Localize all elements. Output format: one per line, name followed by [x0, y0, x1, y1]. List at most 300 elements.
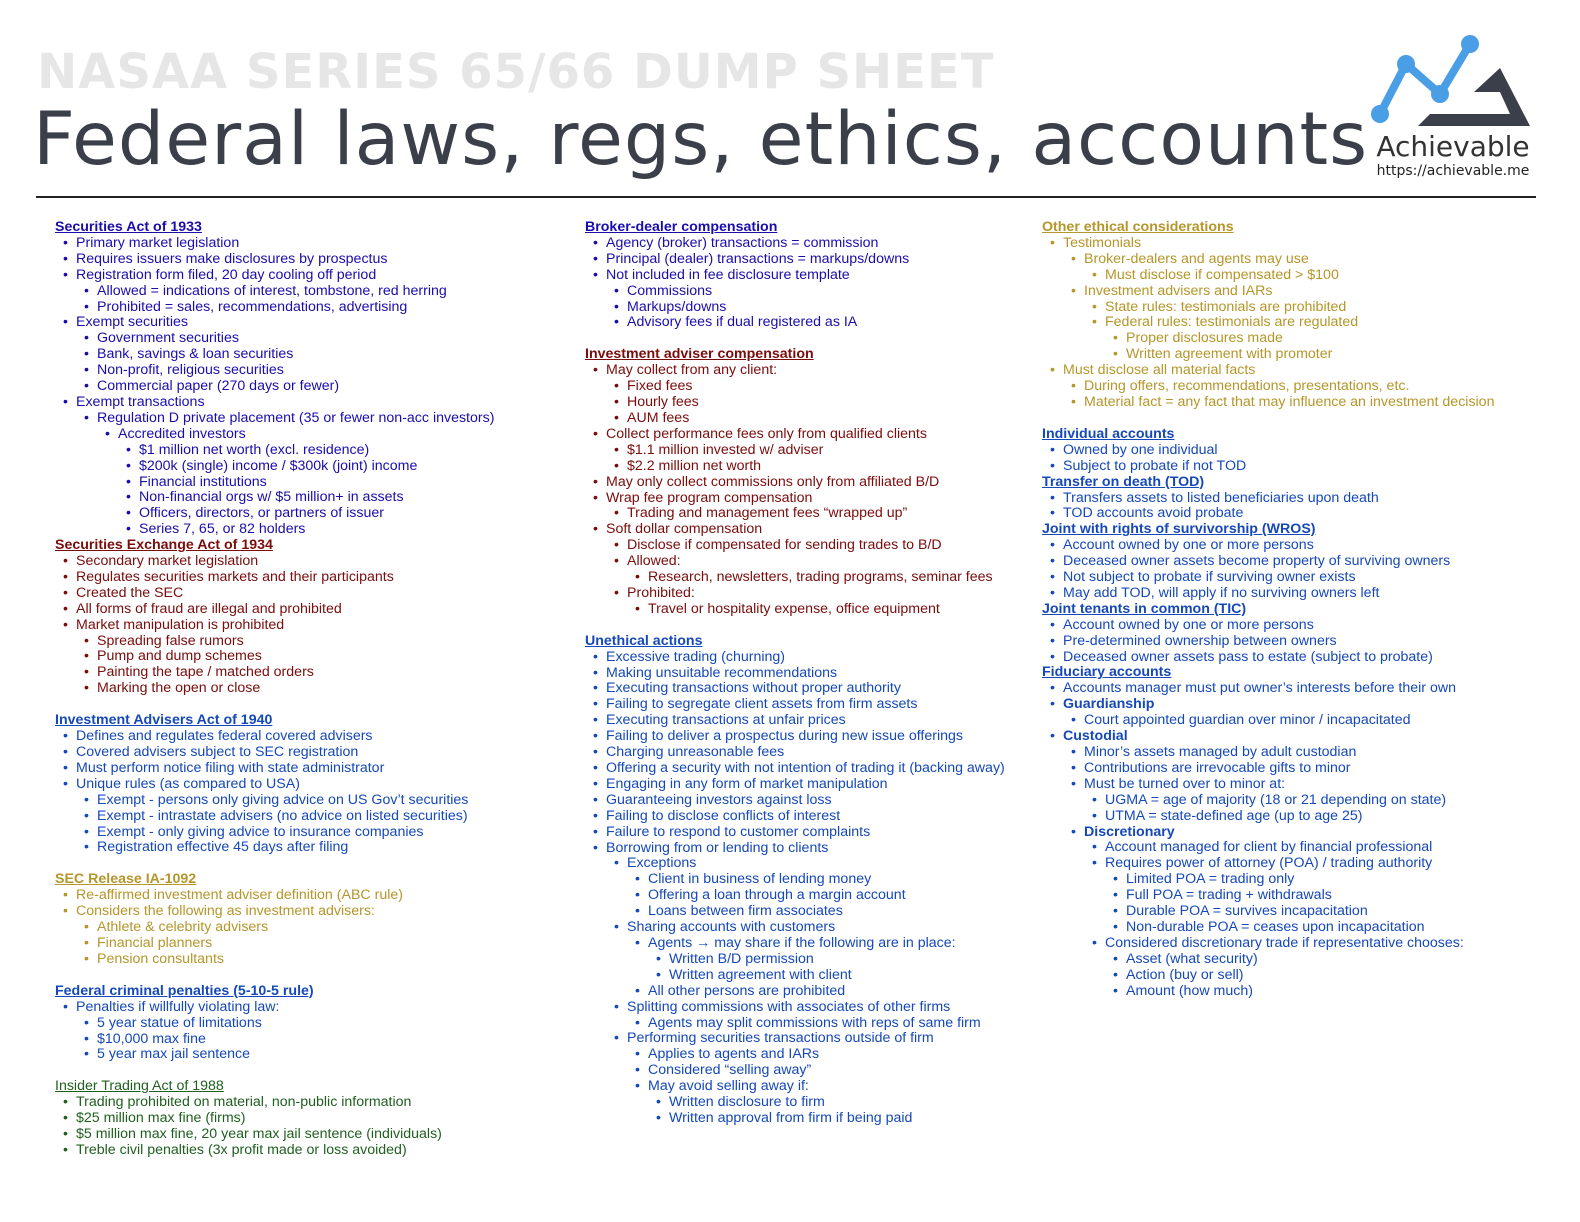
list-item: [97, 634, 535, 650]
bullet-list: [76, 331, 535, 395]
bullet-list: [606, 856, 1015, 1126]
section: [585, 634, 1015, 1127]
list-item: [1063, 681, 1562, 697]
bullet-list: [118, 443, 535, 538]
section-spacer: [585, 331, 1015, 347]
section-heading: Joint with rights of survivorship (WROS): [1042, 521, 1316, 538]
list-item: [606, 363, 1015, 427]
list-item: [606, 522, 1015, 617]
list-item: [627, 554, 1015, 586]
list-item-text: May collect from any client:: [606, 362, 778, 379]
list-item: [97, 379, 535, 395]
list-item-text: Pension consultants: [97, 950, 224, 967]
list-item: [76, 904, 535, 968]
list-item-text: Subject to probate if not TOD: [1063, 457, 1247, 474]
list-item-text: Re-affirmed investment adviser definition (ABC rule): [76, 887, 403, 904]
list-item: [1105, 936, 1562, 1000]
list-item: [627, 284, 1015, 300]
list-item: [1084, 825, 1562, 1000]
list-item-text: Pre-determined ownership between owners: [1063, 632, 1337, 649]
list-item-text: Written agreement with promoter: [1126, 346, 1333, 363]
list-item-text: Must perform notice filing with state administrator: [76, 759, 385, 776]
list-item-text: Offering a loan through a margin account: [648, 887, 906, 904]
list-item: [139, 475, 535, 491]
list-item-text: Not subject to probate if surviving owner exists: [1063, 569, 1356, 586]
section-heading: Investment Advisers Act of 1940: [55, 712, 273, 729]
list-item-text: $1 million net worth (excl. residence): [139, 441, 370, 458]
section: [55, 220, 535, 538]
list-item-text: UTMA = state-defined age (up to age 25): [1105, 807, 1363, 824]
bullet-list: [1063, 252, 1562, 363]
section: [55, 538, 535, 697]
list-item: [606, 252, 1015, 268]
list-item: [669, 952, 1015, 968]
list-item: [648, 904, 1015, 920]
list-item: [627, 315, 1015, 331]
list-item: [1084, 252, 1562, 284]
list-item-text: Transfers assets to listed beneficiaries upon death: [1063, 489, 1379, 506]
list-item: [97, 825, 535, 841]
list-item-text: Commissions: [627, 282, 713, 299]
list-item-text: May avoid selling away if:: [648, 1078, 809, 1095]
list-item: [76, 236, 535, 252]
bullet-list: [1042, 491, 1562, 523]
list-item: [1063, 570, 1562, 586]
list-item-text: Trading prohibited on material, non-public information: [76, 1094, 412, 1111]
list-item-text: Failing to disclose conflicts of interest: [606, 807, 841, 824]
bullet-list: [76, 634, 535, 698]
list-item-text: State rules: testimonials are prohibited: [1105, 298, 1347, 315]
list-item: [606, 793, 1015, 809]
list-item: [1063, 618, 1562, 634]
list-item-text: Broker-dealers and agents may use: [1084, 250, 1309, 267]
list-item-text: Marking the open or close: [97, 680, 261, 697]
list-item-text: Guardianship: [1063, 696, 1155, 713]
list-item: [1063, 459, 1562, 475]
bullet-list: [1105, 872, 1562, 936]
section-spacer: [55, 1063, 535, 1079]
list-item: [627, 395, 1015, 411]
list-item-text: Markups/downs: [627, 298, 727, 315]
brand-name: Achievable: [1376, 130, 1530, 163]
list-item: [606, 761, 1015, 777]
section: [1042, 665, 1562, 999]
list-item: [669, 1111, 1015, 1127]
bullet-list: [1063, 713, 1562, 729]
list-item-text: Failing to segregate client assets from firm assets: [606, 696, 918, 713]
list-item: [627, 538, 1015, 554]
bullet-list: [585, 650, 1015, 1127]
bullet-list: [606, 538, 1015, 618]
list-item-text: $1.1 million invested w/ adviser: [627, 441, 824, 458]
list-item-text: Allowed = indications of interest, tombstone, red herring: [97, 282, 447, 299]
list-item-text: Primary market legislation: [76, 234, 240, 251]
bullet-list: [55, 554, 535, 697]
list-item: [627, 1000, 1015, 1032]
brand-url[interactable]: https://achievable.me: [1376, 163, 1530, 179]
list-item: [1105, 300, 1562, 316]
list-item-text: Soft dollar compensation: [606, 521, 763, 538]
list-item: [97, 363, 535, 379]
section: [585, 220, 1015, 331]
list-item-text: Advisory fees if dual registered as IA: [627, 314, 858, 331]
list-item-text: Considered discretionary trade if representative chooses:: [1105, 934, 1464, 951]
section: [585, 347, 1015, 617]
section-heading: Transfer on death (TOD): [1042, 473, 1205, 490]
list-item: [606, 809, 1015, 825]
section-spacer: [55, 856, 535, 872]
list-item: [76, 761, 535, 777]
list-item-text: Non-durable POA = ceases upon incapacitation: [1126, 918, 1425, 935]
list-item-text: Allowed:: [627, 553, 681, 570]
list-item: [1126, 347, 1562, 363]
list-item-text: Spreading false rumors: [97, 632, 244, 649]
list-item: [627, 586, 1015, 618]
list-item: [1105, 793, 1562, 809]
list-item: [606, 729, 1015, 745]
list-item-text: Testimonials: [1063, 234, 1142, 251]
list-item: [76, 618, 535, 698]
list-item: [76, 777, 535, 857]
list-item: [606, 841, 1015, 1127]
list-item: [627, 300, 1015, 316]
bullet-list: [627, 936, 1015, 1000]
list-item-text: Owned by one individual: [1063, 441, 1218, 458]
list-item-text: Exempt - only giving advice to insurance companies: [97, 823, 424, 840]
list-item-text: Splitting commissions with associates of other firms: [627, 998, 951, 1015]
list-item: [97, 809, 535, 825]
list-item-text: Loans between firm associates: [648, 903, 843, 920]
list-item: [76, 602, 535, 618]
list-item-text: Material fact = any fact that may influence an investment decision: [1084, 393, 1495, 410]
list-item-text: Registration effective 45 days after filing: [97, 839, 349, 856]
list-item-text: Travel or hospitality expense, office equipment: [648, 600, 940, 617]
list-item: [1105, 856, 1562, 936]
section-heading: Other ethical considerations: [1042, 219, 1234, 235]
column-1: [55, 220, 535, 1159]
section: [1042, 522, 1562, 602]
list-item: [97, 1016, 535, 1032]
list-item: [606, 236, 1015, 252]
header-divider: [36, 196, 1536, 198]
list-item: [97, 331, 535, 347]
list-item-text: Exceptions: [627, 855, 697, 872]
bullet-list: [627, 570, 1015, 586]
list-item-text: Must disclose all material facts: [1063, 362, 1256, 379]
section: [55, 1079, 535, 1159]
list-item: [606, 745, 1015, 761]
list-item-text: May add TOD, will apply if no surviving owners left: [1063, 584, 1380, 601]
list-item: [1063, 650, 1562, 666]
list-item: [606, 666, 1015, 682]
list-item-text: Penalties if willfully violating law:: [76, 998, 280, 1015]
list-item-text: Agents may split commissions with reps of same firm: [648, 1014, 981, 1031]
bullet-list: [55, 1095, 535, 1159]
list-item-text: Regulation D private placement (35 or fewer non-acc investors): [97, 409, 495, 426]
list-item: [627, 459, 1015, 475]
list-item-text: Non-financial orgs w/ $5 million+ in assets: [139, 489, 404, 506]
bullet-list: [627, 1047, 1015, 1127]
section-heading: Securities Exchange Act of 1934: [55, 537, 273, 554]
list-item-text: All forms of fraud are illegal and prohibited: [76, 600, 342, 617]
section: [55, 713, 535, 856]
list-item: [97, 665, 535, 681]
list-item: [1084, 761, 1562, 777]
list-item-text: Considers the following as investment advisers:: [76, 903, 375, 920]
list-item: [1063, 491, 1562, 507]
list-item: [1105, 268, 1562, 284]
list-item: [1126, 984, 1562, 1000]
bullet-list: [648, 952, 1015, 984]
list-item-text: $200k (single) income / $300k (joint) income: [139, 457, 418, 474]
list-item: [97, 284, 535, 300]
bullet-list: [585, 363, 1015, 618]
list-item-text: Failure to respond to customer complaints: [606, 823, 871, 840]
logo-mark-icon: [1370, 34, 1536, 130]
list-item-text: Deceased owner assets become property of surviving owners: [1063, 553, 1451, 570]
list-item-text: Federal rules: testimonials are regulated: [1105, 314, 1359, 331]
list-item-text: UGMA = age of majority (18 or 21 depending on state): [1105, 791, 1447, 808]
bullet-list: [76, 920, 535, 968]
bullet-list: [1105, 952, 1562, 1000]
list-item: [76, 1095, 535, 1111]
list-item-text: Wrap fee program compensation: [606, 489, 813, 506]
list-item: [1063, 634, 1562, 650]
list-item: [97, 411, 535, 538]
list-item-text: Non-profit, religious securities: [97, 362, 284, 379]
list-item-text: Athlete & celebrity advisers: [97, 919, 269, 936]
list-item-text: Commercial paper (270 days or fewer): [97, 378, 340, 395]
list-item: [1084, 395, 1562, 411]
bullet-list: [1084, 793, 1562, 825]
list-item-text: Series 7, 65, or 82 holders: [139, 521, 306, 538]
list-item-text: Defines and regulates federal covered advisers: [76, 728, 373, 745]
list-item: [76, 554, 535, 570]
bullet-list: [1063, 379, 1562, 411]
list-item: [97, 936, 535, 952]
list-item: [606, 475, 1015, 491]
section-heading: Broker-dealer compensation: [585, 219, 778, 235]
list-item: [606, 681, 1015, 697]
bullet-list: [606, 506, 1015, 522]
list-item-text: Secondary market legislation: [76, 553, 259, 570]
column-2: [585, 220, 1015, 1127]
list-item-text: Requires issuers make disclosures by prospectus: [76, 250, 388, 267]
list-item-text: $10,000 max fine: [97, 1030, 206, 1047]
section-spacer: [1042, 411, 1562, 427]
list-item-text: Written agreement with client: [669, 966, 852, 983]
list-item-text: Account owned by one or more persons: [1063, 537, 1314, 554]
bullet-list: [76, 1016, 535, 1064]
list-item-text: Prohibited:: [627, 584, 695, 601]
list-item: [606, 777, 1015, 793]
list-item: [606, 650, 1015, 666]
list-item: [139, 443, 535, 459]
list-item: [1126, 888, 1562, 904]
page-title: Federal laws, regs, ethics, accounts: [33, 97, 1369, 182]
list-item: [1126, 331, 1562, 347]
list-item: [76, 745, 535, 761]
section-spacer: [55, 697, 535, 713]
list-item-text: Limited POA = trading only: [1126, 871, 1295, 888]
list-item: [627, 506, 1015, 522]
bullet-list: [1105, 331, 1562, 363]
bullet-list: [1084, 840, 1562, 999]
list-item: [606, 697, 1015, 713]
list-item: [1063, 363, 1562, 411]
list-item-text: Proper disclosures made: [1126, 330, 1283, 347]
list-item-text: Engaging in any form of market manipulation: [606, 775, 888, 792]
list-item: [606, 713, 1015, 729]
bullet-list: [1042, 618, 1562, 666]
list-item-text: Charging unreasonable fees: [606, 744, 785, 761]
bullet-list: [606, 284, 1015, 332]
bullet-list: [606, 379, 1015, 427]
list-item-text: $5 million max fine, 20 year max jail sentence (individuals): [76, 1126, 442, 1143]
list-item-text: May only collect commissions only from affiliated B/D: [606, 473, 940, 490]
section-heading: Investment adviser compensation: [585, 346, 814, 363]
list-item-text: Trading and management fees “wrapped up”: [627, 505, 908, 522]
list-item-text: Unique rules (as compared to USA): [76, 775, 300, 792]
list-item: [1063, 506, 1562, 522]
list-item: [76, 268, 535, 316]
section-heading: SEC Release IA-1092: [55, 871, 197, 888]
list-item-text: Account managed for client by financial professional: [1105, 839, 1433, 856]
list-item: [648, 936, 1015, 984]
list-item: [97, 952, 535, 968]
list-item: [606, 491, 1015, 523]
section-spacer: [55, 968, 535, 984]
list-item-text: Deceased owner assets pass to estate (subject to probate): [1063, 648, 1433, 665]
list-item: [648, 570, 1015, 586]
list-item: [139, 522, 535, 538]
list-item: [1084, 379, 1562, 395]
list-item-text: Accredited investors: [118, 425, 246, 442]
list-item: [76, 570, 535, 586]
bullet-list: [97, 427, 535, 538]
list-item: [648, 888, 1015, 904]
list-item: [97, 840, 535, 856]
list-item-text: Government securities: [97, 330, 239, 347]
list-item: [1084, 284, 1562, 364]
list-item: [1105, 315, 1562, 363]
list-item-text: Executing transactions at unfair prices: [606, 712, 846, 729]
list-item-text: Principal (dealer) transactions = markups/downs: [606, 250, 910, 267]
section-heading: Joint tenants in common (TIC): [1042, 600, 1247, 617]
list-item-text: Custodial: [1063, 728, 1128, 745]
list-item: [627, 443, 1015, 459]
list-item: [1105, 840, 1562, 856]
list-item: [76, 315, 535, 395]
bullet-list: [585, 236, 1015, 331]
achievable-logo[interactable]: [1370, 34, 1536, 184]
list-item: [76, 252, 535, 268]
list-item-text: Financial institutions: [139, 473, 267, 490]
list-item-text: Written B/D permission: [669, 950, 814, 967]
list-item-text: Agency (broker) transactions = commission: [606, 234, 879, 251]
list-item: [669, 968, 1015, 984]
list-item: [76, 729, 535, 745]
list-item-text: Considered “selling away”: [648, 1062, 812, 1079]
list-item: [627, 856, 1015, 920]
list-item-text: Applies to agents and IARs: [648, 1046, 820, 1063]
list-item: [139, 506, 535, 522]
list-item-text: Written disclosure to firm: [669, 1094, 825, 1111]
list-item: [1063, 729, 1562, 999]
bullet-list: [1042, 443, 1562, 475]
list-item-text: Guaranteeing investors against loss: [606, 791, 832, 808]
bullet-list: [55, 888, 535, 968]
bullet-list: [1042, 538, 1562, 602]
list-item: [139, 490, 535, 506]
bullet-list: [1042, 681, 1562, 999]
list-item-text: Disclose if compensated for sending trades to B/D: [627, 537, 942, 554]
list-item: [97, 347, 535, 363]
list-item-text: Prohibited = sales, recommendations, advertising: [97, 298, 408, 315]
list-item: [97, 681, 535, 697]
section: [1042, 220, 1562, 411]
list-item: [648, 1063, 1015, 1079]
bullet-list: [76, 284, 535, 316]
list-item-text: Not included in fee disclosure template: [606, 266, 850, 283]
list-item-text: Painting the tape / matched orders: [97, 664, 314, 681]
list-item-text: Accounts manager must put owner’s interests before their own: [1063, 680, 1456, 697]
section-heading: Individual accounts: [1042, 425, 1175, 442]
bullet-list: [1084, 300, 1562, 364]
bullet-list: [1063, 745, 1562, 1000]
list-item-text: AUM fees: [627, 409, 690, 426]
section: [55, 984, 535, 1064]
list-item-text: Research, newsletters, trading programs, seminar fees: [648, 569, 993, 586]
list-item: [97, 1047, 535, 1063]
list-item: [648, 1016, 1015, 1032]
list-item: [648, 984, 1015, 1000]
section: [1042, 475, 1562, 523]
list-item-text: Requires power of attorney (POA) / trading authority: [1105, 855, 1433, 872]
bullet-list: [55, 729, 535, 856]
list-item-text: 5 year max jail sentence: [97, 1046, 250, 1063]
list-item: [627, 411, 1015, 427]
list-item-text: Action (buy or sell): [1126, 966, 1244, 983]
section-heading: Fiduciary accounts: [1042, 664, 1172, 681]
list-item-text: During offers, recommendations, presentations, etc.: [1084, 378, 1410, 395]
list-item-text: Financial planners: [97, 934, 213, 951]
list-item-text: Must disclose if compensated > $100: [1105, 266, 1339, 283]
bullet-list: [1042, 236, 1562, 411]
list-item: [669, 1095, 1015, 1111]
list-item: [97, 300, 535, 316]
list-item: [648, 1079, 1015, 1127]
list-item-text: Failing to deliver a prospectus during new issue offerings: [606, 728, 963, 745]
list-item-text: Investment advisers and IARs: [1084, 282, 1273, 299]
list-item-text: Hourly fees: [627, 394, 699, 411]
list-item-text: Bank, savings & loan securities: [97, 346, 294, 363]
list-item-text: Exempt transactions: [76, 393, 205, 410]
list-item-text: Making unsuitable recommendations: [606, 664, 838, 681]
bullet-list: [648, 1095, 1015, 1127]
list-item-text: Regulates securities markets and their participants: [76, 568, 394, 585]
list-item: [1126, 920, 1562, 936]
bullet-list: [1084, 268, 1562, 284]
bullet-list: [55, 236, 535, 538]
list-item: [76, 395, 535, 538]
list-item: [1126, 952, 1562, 968]
bullet-list: [606, 443, 1015, 475]
list-item: [1063, 443, 1562, 459]
list-item: [1084, 745, 1562, 761]
list-item-text: 5 year statue of limitations: [97, 1014, 262, 1031]
list-item: [139, 459, 535, 475]
